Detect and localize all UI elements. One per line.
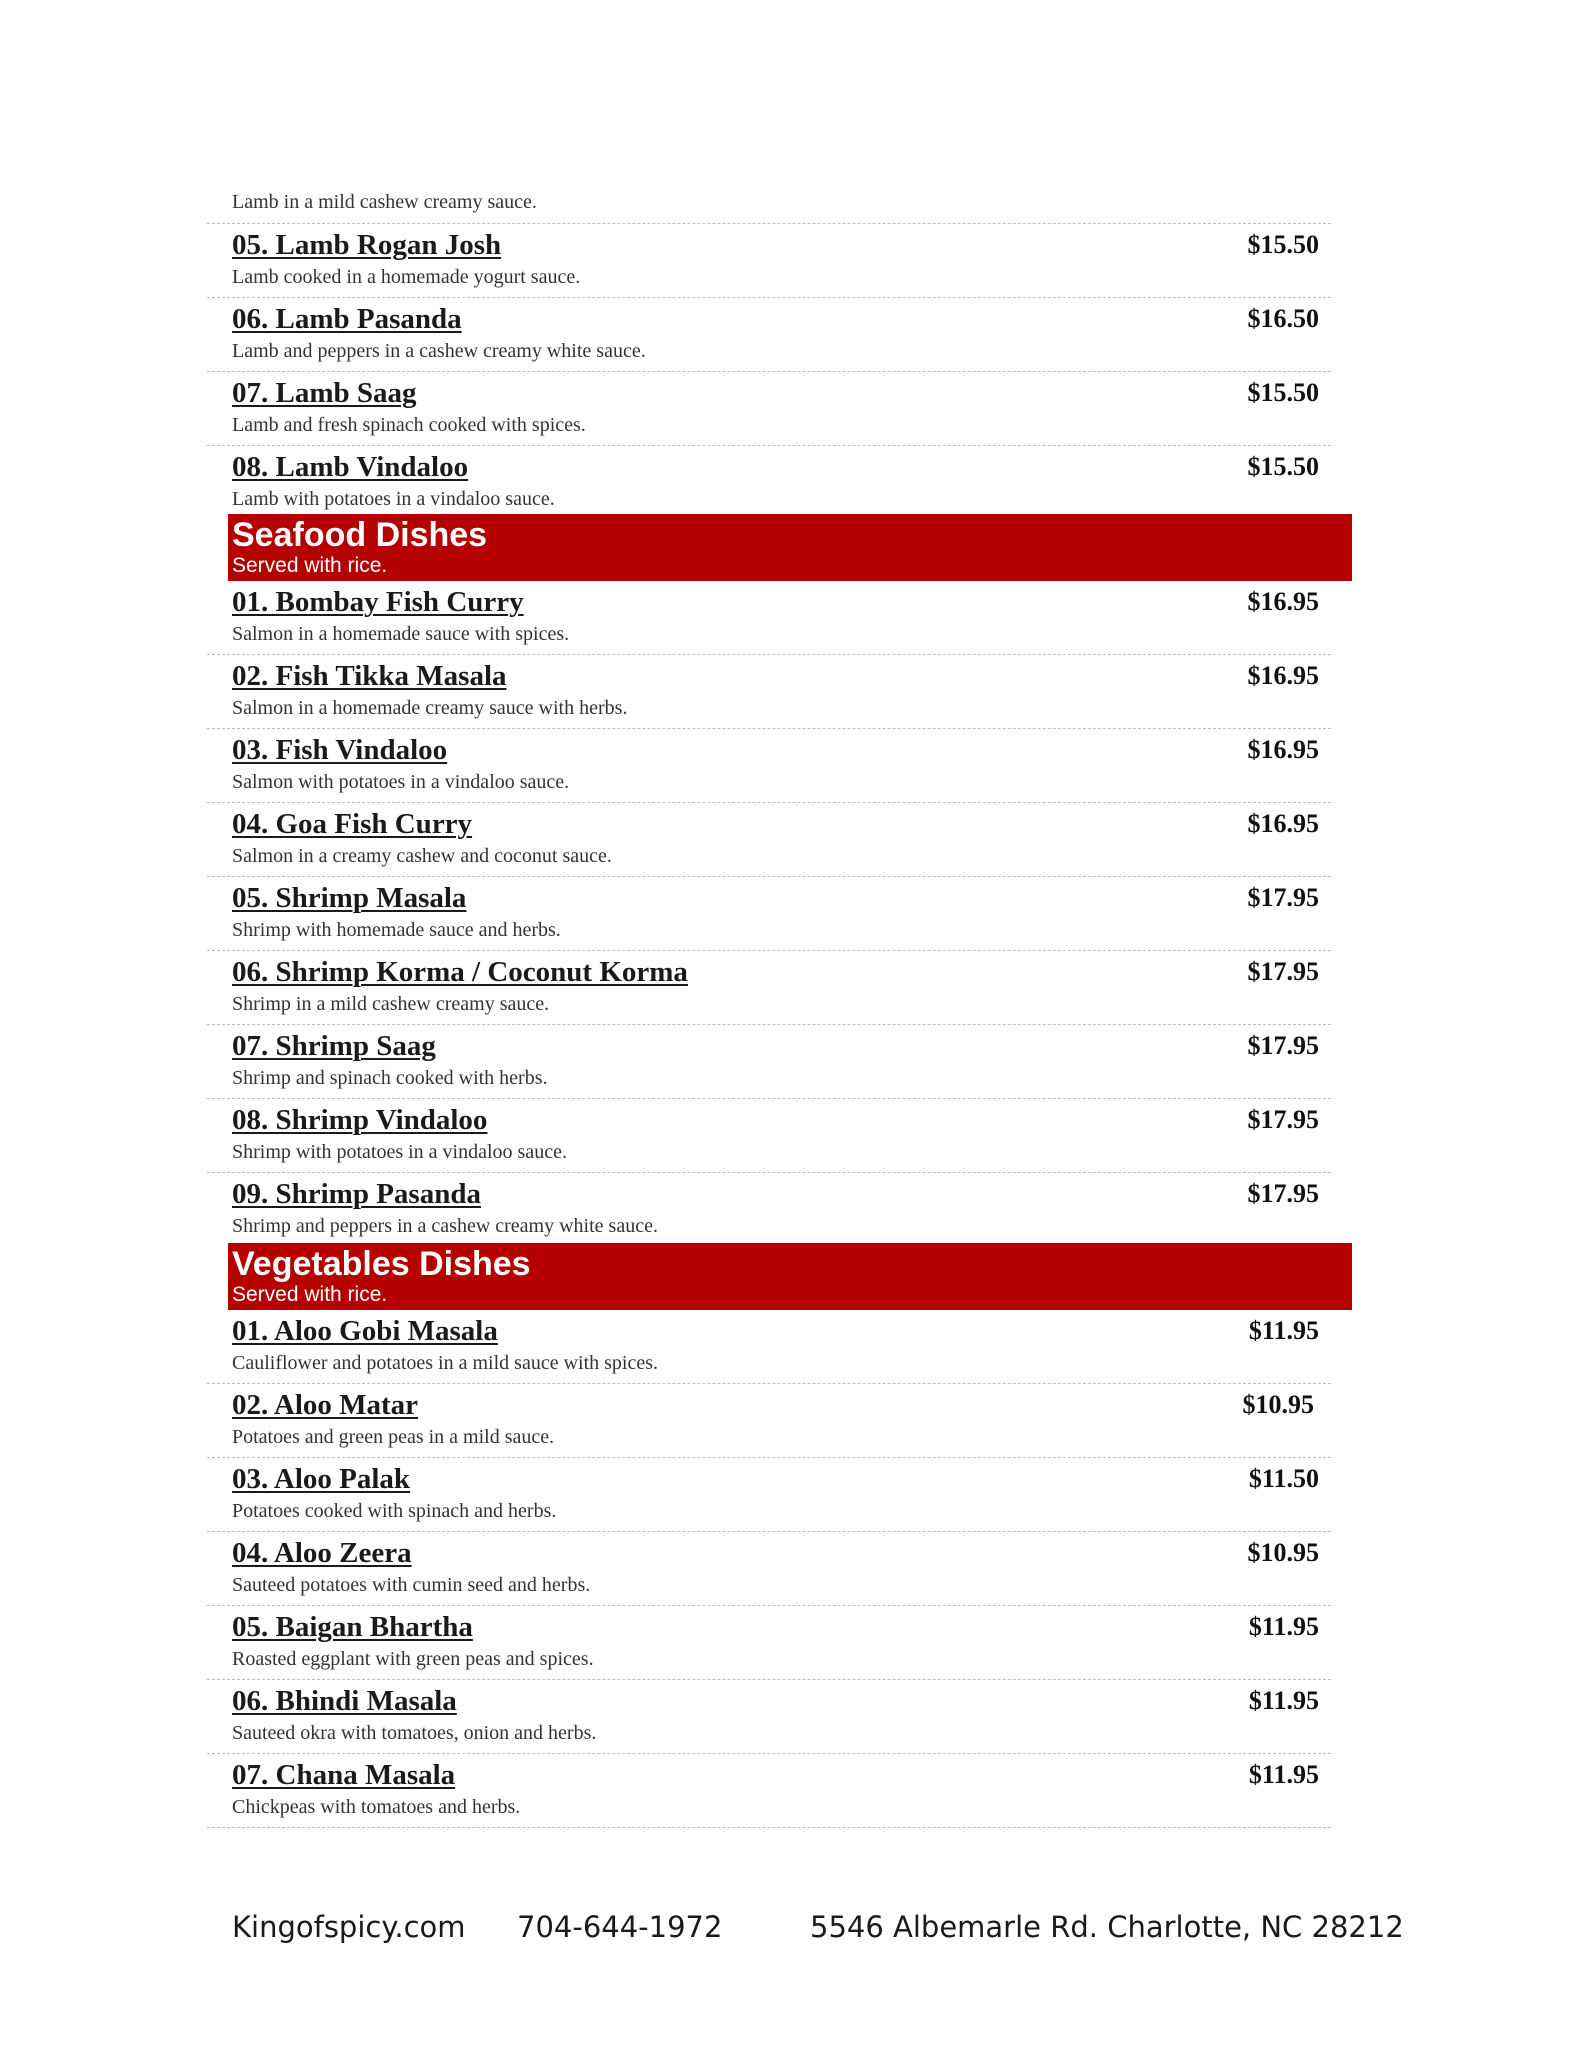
page-footer: [232, 1910, 1404, 1950]
item-price: $16.95: [1247, 587, 1319, 616]
item-price: $16.50: [1247, 304, 1319, 333]
item-price: $10.95: [1247, 1538, 1319, 1567]
item-price: $16.95: [1247, 809, 1319, 838]
menu-item: [207, 1099, 1331, 1173]
menu-item: [207, 224, 1331, 298]
item-name-link[interactable]: 06. Lamb Pasanda: [232, 303, 462, 335]
item-name-link[interactable]: 03. Aloo Palak: [232, 1463, 411, 1495]
item-description: Shrimp and peppers in a cashew creamy white sauce.: [232, 1215, 658, 1237]
menu-item: [207, 1680, 1331, 1754]
item-description: Lamb and peppers in a cashew creamy white sauce.: [232, 340, 646, 362]
item-price: $17.95: [1247, 1105, 1319, 1134]
item-name-link[interactable]: 05. Shrimp Masala: [232, 882, 467, 914]
item-name-link[interactable]: 07. Lamb Saag: [232, 377, 417, 409]
item-name-link[interactable]: 02. Fish Tikka Masala: [232, 660, 507, 692]
item-name-link[interactable]: 08. Shrimp Vindaloo: [232, 1104, 488, 1136]
item-description: Lamb in a mild cashew creamy sauce.: [207, 188, 1331, 224]
item-name-link[interactable]: 08. Lamb Vindaloo: [232, 451, 469, 483]
menu-item: [207, 1025, 1331, 1099]
section-subtitle: Served with rice.: [232, 1283, 388, 1306]
footer-phone[interactable]: 704-644-1972: [517, 1910, 723, 1944]
item-price: $17.95: [1247, 1031, 1319, 1060]
item-price: $16.95: [1247, 661, 1319, 690]
item-description: Shrimp with potatoes in a vindaloo sauce.: [232, 1141, 567, 1163]
menu-item: [207, 877, 1331, 951]
section-title: Seafood Dishes: [232, 516, 488, 554]
menu-item: [207, 1606, 1331, 1680]
item-description: Sauteed okra with tomatoes, onion and herbs.: [232, 1722, 597, 1744]
item-price: $11.50: [1248, 1464, 1319, 1493]
item-name-link[interactable]: 03. Fish Vindaloo: [232, 734, 448, 766]
menu-item: [207, 1173, 1331, 1243]
item-description: Salmon with potatoes in a vindaloo sauce.: [232, 771, 570, 793]
menu-item: [207, 951, 1331, 1025]
section-subtitle: Served with rice.: [232, 554, 388, 577]
item-name-link[interactable]: 05. Lamb Rogan Josh: [232, 229, 502, 261]
item-description: Sauteed potatoes with cumin seed and herbs.: [232, 1574, 591, 1596]
item-name-link[interactable]: 06. Bhindi Masala: [232, 1685, 457, 1717]
menu-item: [207, 803, 1331, 877]
item-price: $11.95: [1248, 1686, 1319, 1715]
item-description: Shrimp and spinach cooked with herbs.: [232, 1067, 548, 1089]
menu-item: [207, 581, 1331, 655]
menu-item: [207, 372, 1331, 446]
menu-item: [207, 1754, 1331, 1828]
item-price: $11.95: [1248, 1612, 1319, 1641]
item-description: Chickpeas with tomatoes and herbs.: [232, 1796, 521, 1818]
item-description: Lamb and fresh spinach cooked with spices.: [232, 414, 586, 436]
menu-item: [207, 1458, 1331, 1532]
item-name-link[interactable]: 01. Bombay Fish Curry: [232, 586, 524, 618]
item-price: $17.95: [1247, 1179, 1319, 1208]
section-title: Vegetables Dishes: [232, 1245, 531, 1283]
item-name-link[interactable]: 01. Aloo Gobi Masala: [232, 1315, 498, 1347]
item-name-link[interactable]: 07. Chana Masala: [232, 1759, 456, 1791]
menu-item: [207, 655, 1331, 729]
item-name-link[interactable]: 05. Baigan Bhartha: [232, 1611, 473, 1643]
menu-page: [207, 188, 1331, 1828]
item-price: $10.95: [1242, 1390, 1314, 1419]
item-price: $15.50: [1247, 378, 1319, 407]
section-header-seafood: [228, 514, 1352, 581]
item-description: Salmon in a homemade creamy sauce with herbs.: [232, 697, 628, 719]
section-header-vegetables: [228, 1243, 1352, 1310]
item-name-link[interactable]: 06. Shrimp Korma / Coconut Korma: [232, 956, 688, 988]
item-name-link[interactable]: 07. Shrimp Saag: [232, 1030, 436, 1062]
menu-item: [207, 1532, 1331, 1606]
item-name-link[interactable]: 04. Goa Fish Curry: [232, 808, 473, 840]
item-description: Shrimp in a mild cashew creamy sauce.: [232, 993, 550, 1015]
item-description: Potatoes and green peas in a mild sauce.: [232, 1426, 555, 1448]
item-price: $17.95: [1247, 957, 1319, 986]
item-price: $15.50: [1247, 452, 1319, 481]
item-description: Shrimp with homemade sauce and herbs.: [232, 919, 561, 941]
menu-item: [207, 1310, 1331, 1384]
item-name-link[interactable]: 04. Aloo Zeera: [232, 1537, 412, 1569]
item-price: $16.95: [1247, 735, 1319, 764]
item-description: Salmon in a creamy cashew and coconut sauce.: [232, 845, 612, 867]
item-description: Lamb cooked in a homemade yogurt sauce.: [232, 266, 581, 288]
footer-website-link[interactable]: Kingofspicy.com: [232, 1910, 466, 1944]
menu-item: [207, 298, 1331, 372]
item-name-link[interactable]: 02. Aloo Matar: [232, 1389, 419, 1421]
menu-item: [207, 1384, 1331, 1458]
menu-item: [207, 446, 1331, 514]
item-price: $17.95: [1247, 883, 1319, 912]
item-description: Roasted eggplant with green peas and spices.: [232, 1648, 594, 1670]
item-description: Potatoes cooked with spinach and herbs.: [232, 1500, 557, 1522]
menu-item: [207, 729, 1331, 803]
item-description: Lamb with potatoes in a vindaloo sauce.: [232, 488, 555, 510]
item-description: Salmon in a homemade sauce with spices.: [232, 623, 570, 645]
item-description: Cauliflower and potatoes in a mild sauce with spices.: [232, 1352, 659, 1374]
item-price: $11.95: [1248, 1760, 1319, 1789]
item-name-link[interactable]: 09. Shrimp Pasanda: [232, 1178, 481, 1210]
item-price: $15.50: [1247, 230, 1319, 259]
footer-address: 5546 Albemarle Rd. Charlotte, NC 28212: [810, 1910, 1404, 1944]
item-price: $11.95: [1248, 1316, 1319, 1345]
